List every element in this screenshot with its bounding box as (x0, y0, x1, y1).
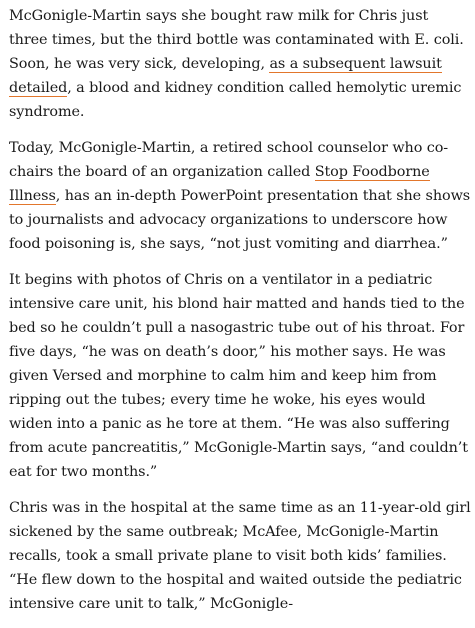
article-body (9, 4, 471, 628)
paragraph-2-text-start: Today, McGonigle-Martin, a retired school counselor who co-chairs the board of an organization called (9, 140, 449, 180)
lawsuit-link[interactable]: as a subsequent lawsuit detailed (9, 56, 442, 96)
paragraph-1-text-start: McGonigle-Martin says she bought raw milk for Chris just three times, but the third bottle was contaminated with E. coli. Soon, he was very sick, developing, (9, 8, 464, 72)
paragraph-1 (9, 4, 471, 124)
paragraph-2-text-end: , has an in-depth PowerPoint presentation that she shows to journalists and advocacy organizations to underscore how food poisoning is, she says, “not just vomiting and diarrhea.” (9, 188, 471, 252)
paragraph-3: It begins with photos of Chris on a ventilator in a pediatric intensive care unit, his blond hair matted and hands tied to the bed so he couldn’t pull a nasogastric tube out of his throat. For five days, “he was on death’s door,” his mother says. He was given Versed and morphine to calm him and keep him from ripping out the tubes; every time he woke, his eyes would widen into a panic as he tore at them. “He was also suffering from acute pancreatitis,” McGonigle-Martin says, “and couldn’t eat for two months.” (9, 272, 468, 480)
paragraph-4: Chris was in the hospital at the same time as an 11-year-old girl sickened by the same outbreak; McAfee, McGonigle-Martin recalls, took a small private plane to visit both kids’ families. “He flew down to the hospital and waited outside the pediatric intensive care unit to talk,” McGonigle- (9, 500, 471, 612)
paragraph-2 (9, 136, 471, 256)
paragraph-1-text-end: , a blood and kidney condition called hemolytic uremic syndrome. (9, 80, 462, 120)
stop-foodborne-illness-link[interactable]: Stop Foodborne Illness (9, 164, 430, 204)
